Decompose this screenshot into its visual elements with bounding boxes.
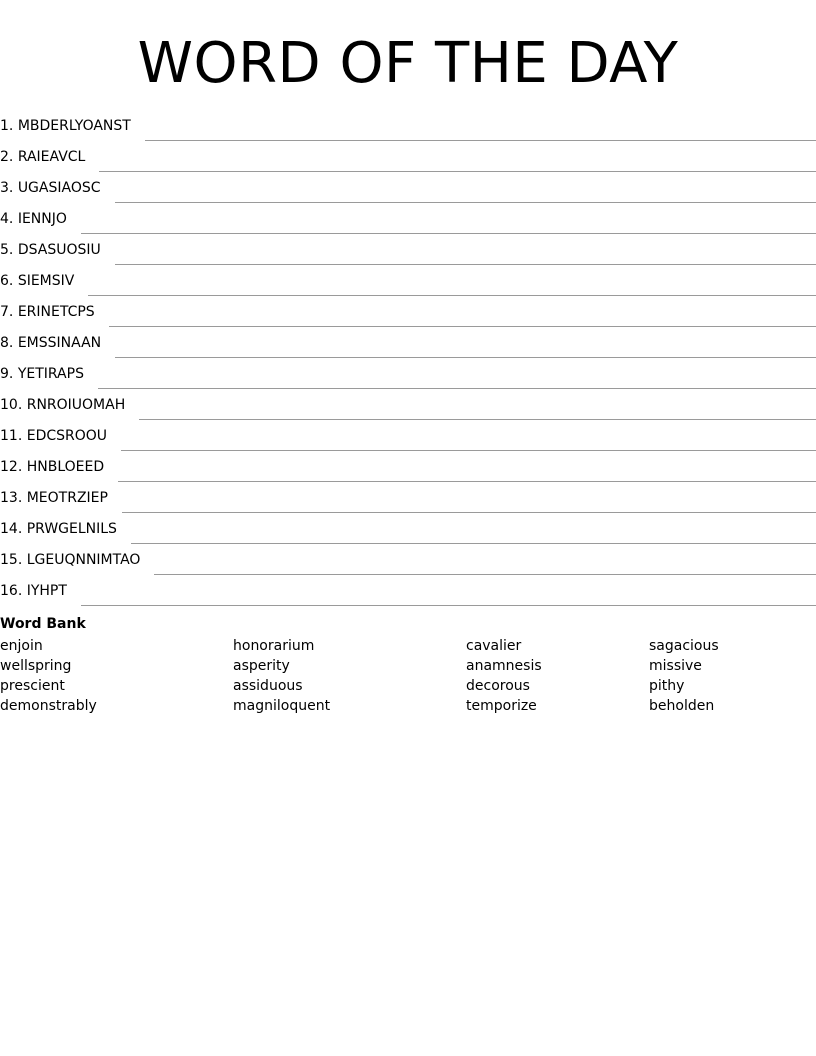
answer-line[interactable] [99, 163, 816, 172]
answer-line[interactable] [109, 318, 816, 327]
word-bank-column-4 [649, 636, 719, 716]
puzzle-prompt [0, 149, 85, 167]
answer-line[interactable] [115, 349, 816, 358]
puzzle-number: 16. [0, 583, 23, 599]
scrambled-word: PRWGELNILS [26, 521, 117, 537]
puzzle-number: 4. [0, 211, 14, 227]
word-bank-item: temporize [466, 698, 537, 714]
word-bank-item: magniloquent [233, 698, 331, 714]
scrambled-word: SIEMSIV [17, 273, 75, 289]
answer-line[interactable] [81, 597, 816, 606]
puzzle-prompt [0, 490, 108, 508]
puzzle-prompt [0, 428, 107, 446]
scrambled-word: ERINETCPS [17, 304, 95, 320]
word-bank-item: assiduous [233, 678, 303, 694]
word-bank-item: anamnesis [466, 658, 542, 674]
puzzle-number: 10. [0, 397, 23, 413]
answer-line[interactable] [131, 535, 816, 544]
puzzle-prompt [0, 366, 84, 384]
answer-line[interactable] [98, 380, 816, 389]
scrambled-word: EMSSINAAN [17, 335, 102, 351]
answer-line[interactable] [81, 225, 816, 234]
puzzle-number: 2. [0, 149, 14, 165]
puzzle-prompt [0, 335, 101, 353]
answer-line[interactable] [154, 566, 816, 575]
word-bank-item: beholden [649, 698, 715, 714]
puzzle-prompt [0, 242, 101, 260]
scrambled-word: UGASIAOSC [17, 180, 101, 196]
puzzle-prompt [0, 180, 101, 198]
scrambled-word: YETIRAPS [17, 366, 84, 382]
puzzle-number: 8. [0, 335, 14, 351]
scrambled-word: RAIEAVCL [17, 149, 86, 165]
puzzle-number: 11. [0, 428, 23, 444]
puzzle-prompt [0, 118, 131, 136]
answer-line[interactable] [118, 473, 816, 482]
puzzle-number: 6. [0, 273, 14, 289]
puzzle-row-1 [0, 105, 816, 136]
scrambled-word: RNROIUOMAH [26, 397, 126, 413]
word-bank-title: Word Bank [0, 616, 86, 632]
word-bank-item: asperity [233, 658, 290, 674]
word-bank-item: missive [649, 658, 702, 674]
puzzle-number: 3. [0, 180, 14, 196]
word-bank-item: cavalier [466, 638, 522, 654]
word-bank-item: honorarium [233, 638, 315, 654]
puzzle-prompt [0, 304, 95, 322]
word-bank-item: wellspring [0, 658, 72, 674]
puzzle-number: 9. [0, 366, 14, 382]
word-bank-item: demonstrably [0, 698, 97, 714]
puzzle-number: 7. [0, 304, 14, 320]
page-title: WORD OF THE DAY [137, 31, 679, 96]
scrambled-word: IYHPT [26, 583, 67, 599]
puzzle-prompt [0, 583, 67, 601]
puzzle-number: 13. [0, 490, 23, 506]
puzzle-number: 14. [0, 521, 23, 537]
word-bank [0, 615, 816, 720]
word-bank-item: pithy [649, 678, 685, 694]
word-bank-item: enjoin [0, 638, 43, 654]
word-bank-column-1 [0, 636, 97, 716]
answer-line[interactable] [122, 504, 816, 513]
puzzle-prompt [0, 397, 125, 415]
answer-line[interactable] [121, 442, 816, 451]
puzzle-prompt [0, 273, 74, 291]
puzzle-prompt [0, 521, 117, 539]
word-bank-column-3 [466, 636, 542, 716]
puzzle-number: 5. [0, 242, 14, 258]
scrambled-word: DSASUOSIU [17, 242, 101, 258]
word-bank-item: decorous [466, 678, 530, 694]
answer-line[interactable] [88, 287, 816, 296]
puzzle-prompt [0, 552, 140, 570]
answer-line[interactable] [115, 194, 816, 203]
scrambled-word: HNBLOEED [26, 459, 105, 475]
word-bank-item: sagacious [649, 638, 719, 654]
answer-line[interactable] [145, 132, 816, 141]
answer-line[interactable] [139, 411, 816, 420]
scrambled-word: MEOTRZIEP [26, 490, 108, 506]
word-bank-column-2 [233, 636, 330, 716]
puzzle-prompt [0, 459, 104, 477]
scrambled-word: MBDERLYOANST [17, 118, 131, 134]
scrambled-word: IENNJO [17, 211, 67, 227]
scrambled-word: EDCSROOU [26, 428, 108, 444]
answer-line[interactable] [115, 256, 816, 265]
puzzle-number: 1. [0, 118, 14, 134]
word-bank-grid [0, 636, 816, 720]
puzzle-list [0, 105, 816, 601]
scrambled-word: LGEUQNNIMTAO [26, 552, 141, 568]
puzzle-number: 12. [0, 459, 23, 475]
word-bank-item: prescient [0, 678, 65, 694]
puzzle-prompt [0, 211, 67, 229]
puzzle-number: 15. [0, 552, 23, 568]
